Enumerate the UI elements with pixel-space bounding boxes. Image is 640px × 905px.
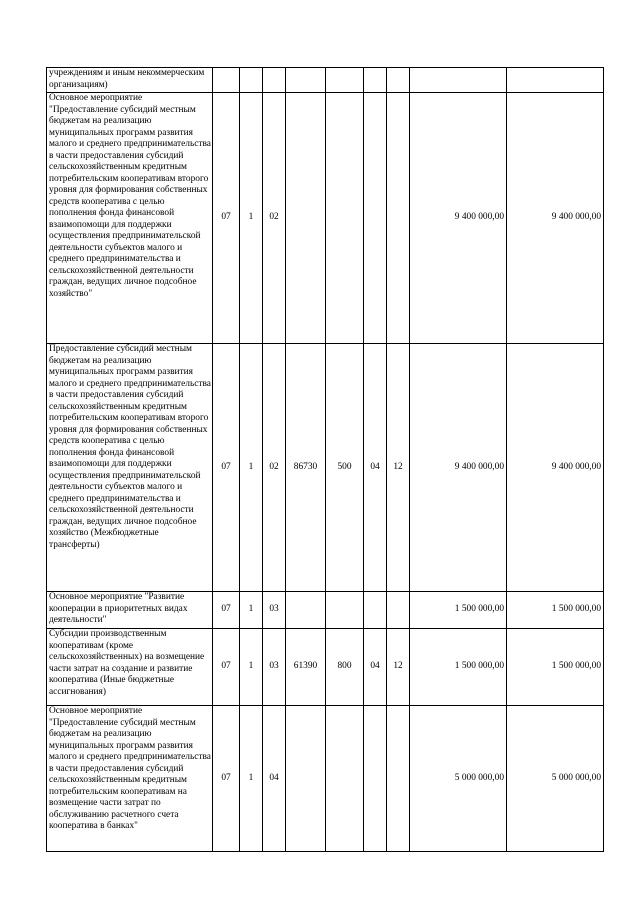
cell-expense-type [326, 68, 364, 93]
cell-section [364, 93, 387, 344]
cell-section: 04 [364, 344, 387, 592]
cell-name: учреждениям и иным некоммерческим организациям) [47, 68, 213, 93]
cell-sum2: 9 400 000,00 [507, 344, 604, 592]
cell-name: Предоставление субсидий местным бюджетам на реализацию муниципальных программ развития малого и среднего предпринимательства в части предоставления субсидий сельскохозяйственным кредитным потребительским кооперативам второго уровня для формирования собственных средств кооператива с целью пополнения фонда финансовой взаимопомощи для поддержки осуществления предпринимательской деятельности субъектов малого и среднего предпринимательства и сельскохозяйственной деятельности граждан, ведущих личное подсобное хозяйство (Межбюджетные трансферты) [47, 344, 213, 592]
cell-name: Основное мероприятие "Развитие кооперации в приоритетных видах деятельности" [47, 592, 213, 629]
cell-sum1: 9 400 000,00 [410, 344, 507, 592]
cell-subsection [387, 68, 410, 93]
cell-direction: 86730 [286, 344, 326, 592]
cell-event: 03 [263, 592, 286, 629]
cell-program: 07 [213, 592, 240, 629]
cell-direction [286, 592, 326, 629]
cell-name: Основное мероприятие "Предоставление субсидий местным бюджетам на реализацию муниципальных программ развития малого и среднего предпринимательства в части предоставления субсидий сельскохозяйственным кредитным потребительским кооперативам на возмещение части затрат по обслуживанию расчетного счета кооператива в банках" [47, 706, 213, 852]
table-body [47, 68, 604, 852]
cell-sum1: 9 400 000,00 [410, 93, 507, 344]
cell-sum1: 5 000 000,00 [410, 706, 507, 852]
cell-event: 03 [263, 629, 286, 706]
cell-expense-type [326, 706, 364, 852]
table-row [47, 629, 604, 706]
cell-event [263, 68, 286, 93]
cell-subsection [387, 706, 410, 852]
cell-subsection [387, 592, 410, 629]
cell-name: Основное мероприятие "Предоставление субсидий местным бюджетам на реализацию муниципальных программ развития малого и среднего предпринимательства в части предоставления субсидий сельскохозяйственным кредитным потребительским кооперативам второго уровня для формирования собственных средств кооператива с целью пополнения фонда финансовой взаимопомощи для поддержки осуществления предпринимательской деятельности субъектов малого и среднего предпринимательства и сельскохозяйственной деятельности граждан, ведущих личное подсобное хозяйство" [47, 93, 213, 344]
cell-sub: 1 [240, 344, 263, 592]
cell-direction [286, 93, 326, 344]
cell-subsection [387, 93, 410, 344]
cell-sub: 1 [240, 592, 263, 629]
cell-program [213, 68, 240, 93]
cell-sum2: 9 400 000,00 [507, 93, 604, 344]
cell-sum2: 1 500 000,00 [507, 592, 604, 629]
table-row [47, 592, 604, 629]
cell-direction [286, 706, 326, 852]
cell-program: 07 [213, 629, 240, 706]
cell-expense-type [326, 592, 364, 629]
table-row [47, 706, 604, 852]
cell-sub: 1 [240, 93, 263, 344]
table-row [47, 93, 604, 344]
cell-sum1: 1 500 000,00 [410, 592, 507, 629]
cell-section: 04 [364, 629, 387, 706]
cell-section [364, 592, 387, 629]
cell-program: 07 [213, 344, 240, 592]
cell-sub: 1 [240, 706, 263, 852]
cell-sum2: 5 000 000,00 [507, 706, 604, 852]
cell-sum1 [410, 68, 507, 93]
cell-sub [240, 68, 263, 93]
cell-subsection: 12 [387, 629, 410, 706]
cell-name: Субсидии производственным кооперативам (кроме сельскохозяйственных) на возмещение части затрат на создание и развитие кооператива (Иные бюджетные ассигнования) [47, 629, 213, 706]
cell-sub: 1 [240, 629, 263, 706]
cell-subsection: 12 [387, 344, 410, 592]
cell-expense-type: 500 [326, 344, 364, 592]
cell-direction: 61390 [286, 629, 326, 706]
cell-event: 02 [263, 93, 286, 344]
cell-sum1: 1 500 000,00 [410, 629, 507, 706]
cell-sum2: 1 500 000,00 [507, 629, 604, 706]
cell-program: 07 [213, 93, 240, 344]
cell-event: 02 [263, 344, 286, 592]
table-row [47, 344, 604, 592]
cell-sum2 [507, 68, 604, 93]
table-row [47, 68, 604, 93]
cell-expense-type [326, 93, 364, 344]
cell-direction [286, 68, 326, 93]
cell-section [364, 68, 387, 93]
cell-expense-type: 800 [326, 629, 364, 706]
cell-event: 04 [263, 706, 286, 852]
cell-section [364, 706, 387, 852]
cell-program: 07 [213, 706, 240, 852]
budget-table [46, 67, 604, 852]
